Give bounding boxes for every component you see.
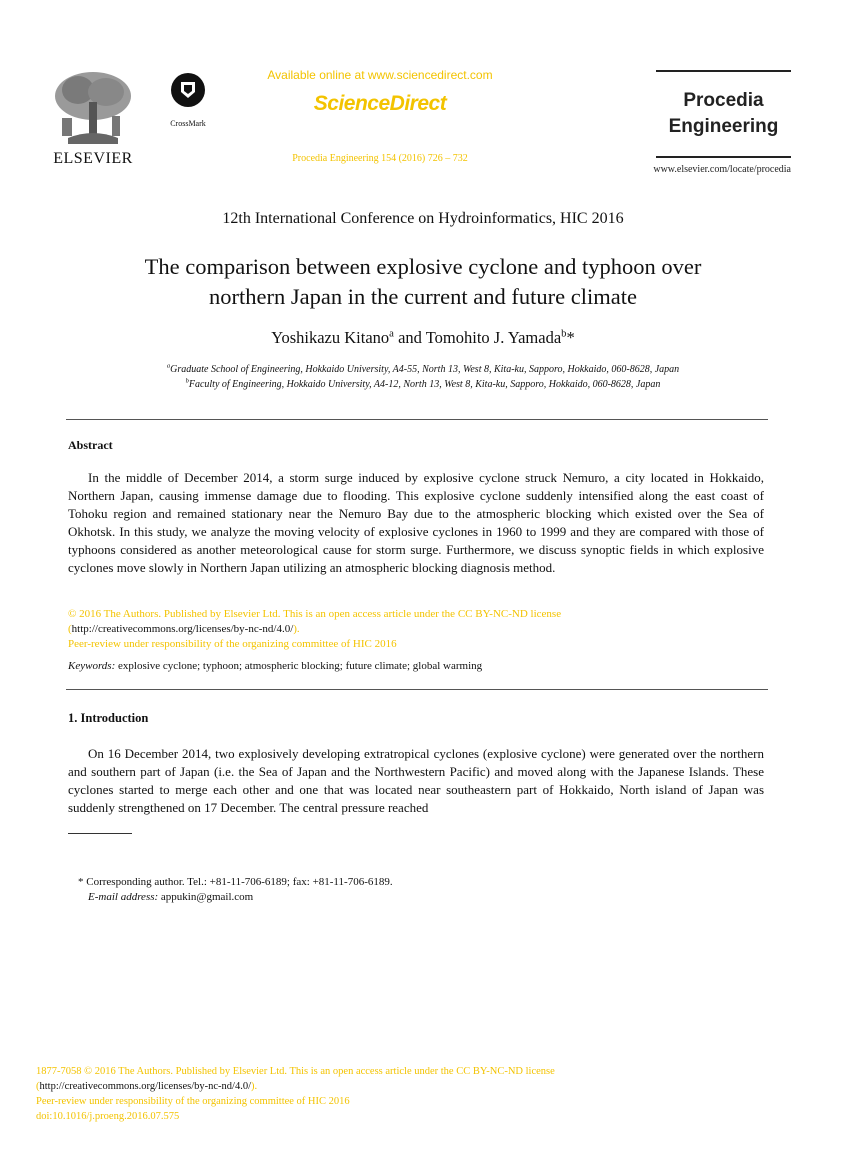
section-divider-bottom: [66, 689, 768, 690]
elsevier-tree-logo: [48, 68, 138, 148]
issn-license-line: 1877-7058 © 2016 The Authors. Published by Elsevier Ltd. This is an open access article under the CC BY-NC-ND license: [36, 1066, 555, 1077]
abstract-text: In the middle of December 2014, a storm surge induced by explosive cyclone struck Nemuro, a city located in Hokkaido, Northern Japan, causing immense damage due to flooding. This explosive cyclone suddenly intensified along the east coast of Tohoku region and remained stationary near the Nemuro Bay due to the atmospheric blocking which existed over the Sea of Okhotsk. In this study, we analyze the moving velocity of explosive cyclones in 1960 to 1999 and they are compared with those of typhoons considered as another meteorological cause for storm surge. Furthermore, we discuss synoptic fields in which explosive cyclones move slowly in Northern Japan utilizing an atmospheric blocking diagnosis method.: [68, 470, 764, 575]
title-line-1: The comparison between explosive cyclone and typhoon over: [144, 254, 702, 279]
bottom-link-line: [36, 1079, 796, 1094]
affiliation-b: [60, 377, 786, 392]
journal-rule-bottom: [656, 156, 791, 158]
keywords-list: explosive cyclone; typhoon; atmospheric blocking; future climate; global warming: [115, 660, 483, 672]
footnote: [68, 875, 764, 905]
journal-name: [656, 88, 791, 140]
crossmark-label: CrossMark: [170, 119, 206, 128]
crossmark-icon: [170, 72, 206, 112]
abstract-heading: Abstract: [68, 438, 113, 452]
introduction-heading: 1. Introduction: [68, 711, 149, 725]
author-list: [0, 328, 846, 348]
journal-url[interactable]: www.elsevier.com/locate/procedia: [653, 164, 791, 175]
author-2-affil-mark: b: [561, 327, 567, 340]
license-link[interactable]: http://creativecommons.org/licenses/by-nc-nd/4.0/: [71, 623, 294, 635]
affiliation-b-mark: b: [185, 377, 189, 385]
section-divider-top: [66, 419, 768, 420]
email-address[interactable]: appukin@gmail.com: [158, 891, 254, 903]
doi[interactable]: doi:10.1016/j.proeng.2016.07.575: [36, 1111, 180, 1122]
affiliation-a-text: Graduate School of Engineering, Hokkaido University, A4-55, North 13, West 8, Kita-ku, Sapporo, Hokkaido, 060-8628, Japan: [170, 364, 680, 375]
bottom-paren-close: ).: [251, 1081, 258, 1092]
affiliation-a: [60, 362, 786, 377]
introduction-text: On 16 December 2014, two explosively developing extratropical cyclones (explosive cyclone) were generated over the northern and southern part of Japan (i.e. the Sea of Japan and the Northwestern Pacific) and moved along with the Japanese Islands. These cyclones started to merge each other and one that was located near southeastern part of Hokkaido, North island of Japan was suddenly strengthened on 17 December. The central pressure reached: [68, 746, 764, 815]
conference-name: 12th International Conference on Hydroinformatics, HIC 2016: [222, 210, 624, 227]
email-line: [68, 890, 764, 905]
journal-name-line1: Procedia: [683, 90, 764, 111]
affiliations: [60, 362, 786, 392]
title-line-2: northern Japan in the current and future climate: [209, 284, 637, 309]
license-paren-close: ).: [293, 623, 300, 635]
license-paren-open: (: [68, 623, 72, 635]
journal-name-line2: Engineering: [668, 116, 779, 137]
journal-rule-top: [656, 70, 791, 72]
bottom-peer-review: Peer-review under responsibility of the organizing committee of HIC 2016: [36, 1096, 350, 1107]
copyright-block: [36, 1064, 796, 1124]
corresponding-mark: *: [566, 328, 575, 347]
available-online-text: Available online at www.sciencedirect.com: [267, 68, 493, 82]
keywords-label: Keywords:: [68, 660, 116, 672]
corresponding-author: * Corresponding author. Tel.: +81-11-706-6189; fax: +81-11-706-6189.: [78, 876, 393, 888]
license-link-line: [68, 622, 764, 637]
bottom-paren-open: (: [36, 1081, 40, 1092]
affiliation-b-text: Faculty of Engineering, Hokkaido University, A4-12, North 13, West 8, Kita-ku, Sapporo, Hokkaido, 060-8628, Japan: [188, 379, 661, 390]
footnote-rule: [68, 833, 132, 834]
author-separator: and: [393, 328, 426, 347]
elsevier-wordmark: ELSEVIER: [53, 150, 133, 167]
journal-reference: Procedia Engineering 154 (2016) 726 – 732: [292, 153, 468, 164]
sciencedirect-wordmark: ScienceDirect: [313, 92, 447, 115]
affiliation-a-mark: a: [166, 362, 171, 370]
author-1-affil-mark: a: [389, 327, 394, 340]
paper-title: [60, 252, 786, 312]
email-label: E-mail address:: [88, 891, 159, 903]
author-2: Tomohito J. Yamada: [425, 328, 562, 347]
author-1: Yoshikazu Kitano: [271, 328, 390, 347]
bottom-license-link[interactable]: http://creativecommons.org/licenses/by-nc-nd/4.0/: [39, 1081, 252, 1092]
crossmark-badge[interactable]: [166, 72, 210, 128]
license-statement: © 2016 The Authors. Published by Elsevier Ltd. This is an open access article under the CC BY-NC-ND license: [68, 608, 562, 620]
license-block: [68, 607, 764, 652]
keywords: [68, 660, 764, 672]
peer-review-statement: Peer-review under responsibility of the organizing committee of HIC 2016: [68, 638, 397, 650]
